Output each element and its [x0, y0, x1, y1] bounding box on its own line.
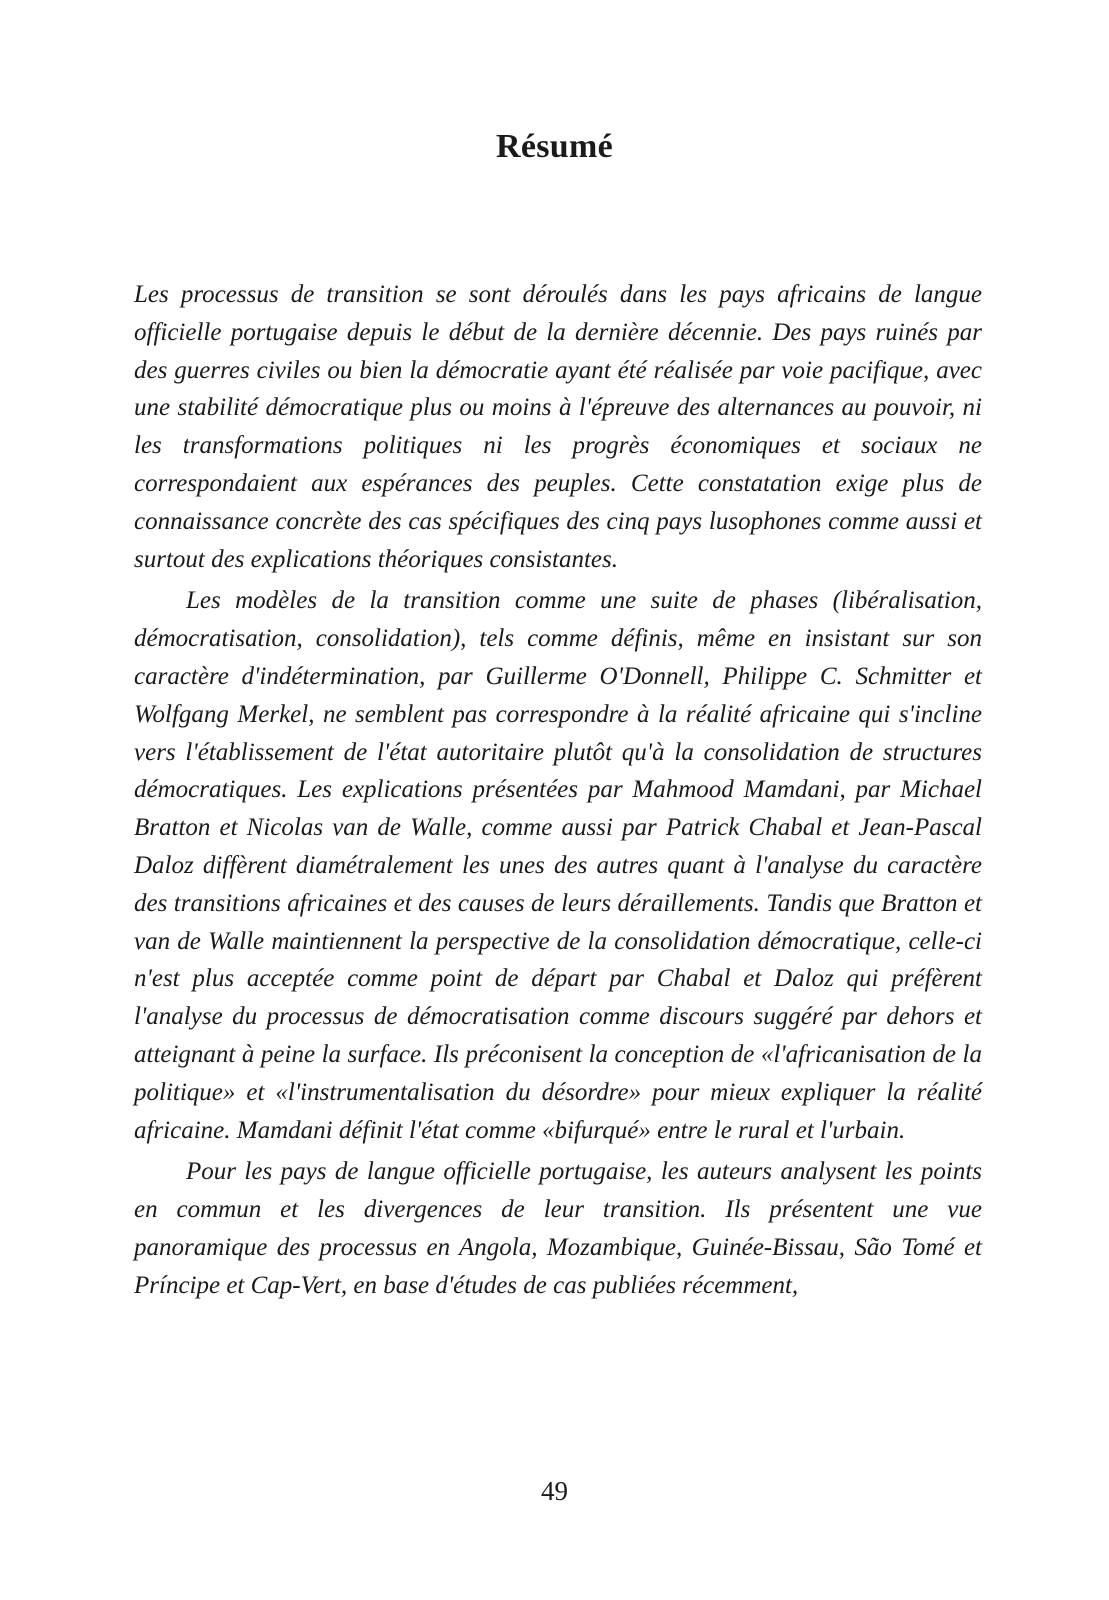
page-number: 49 — [541, 1476, 568, 1506]
paragraph-1: Les processus de transition se sont déroulés dans les pays africains de langue officielle portugaise depuis le début de la dernière décennie. Des pays ruinés par des guerres civiles ou bien la démocratie ayant été réalisée par voie pacifique, avec une stabilité démocratique plus ou moins à l'épreuve des alternances au pouvoir, ni les transformations politiques ni les progrès économiques et sociaux ne correspondaient aux espérances des peuples. Cette constatation exige plus de connaissance concrète des cas spécifiques des cinq pays lusophones comme aussi et surtout des explications théoriques consistantes. — [134, 281, 982, 573]
paragraph-2: Les modèles de la transition comme une suite de phases (libéralisation, démocratisation, consolidation), tels comme définis, même en insistant sur son caractère d'indétermination, par Guillerme O'Donnell, Philippe C. Schmitter et Wolfgang Merkel, ne semblent pas correspondre à la réalité africaine qui s'incline vers l'établissement de l'état autoritaire plutôt qu'à la consolidation de structures démocratiques. Les explications présentées par Mahmood Mamdani, par Michael Bratton et Nicolas van de Walle, comme aussi par Patrick Chabal et Jean-Pascal Daloz diffèrent diamétralement les unes des autres quant à l'analyse du caractère des transitions africaines et des causes de leurs déraillements. Tandis que Bratton et van de Walle maintiennent la perspective de la consolidation démocratique, celle-ci n'est plus acceptée comme point de départ par Chabal et Daloz qui préfèrent l'analyse du processus de démocratisation comme discours suggéré par dehors et atteignant à peine la surface. Ils préconisent la conception de «l'africanisation de la politique» et «l'instrumentalisation du désordre» pour mieux expliquer la réalité africaine. Mamdani définit l'état comme «bifurqué» entre le rural et l'urbain. — [134, 587, 982, 1144]
abstract-body — [134, 276, 982, 1305]
page-title: Résumé — [496, 128, 613, 165]
paragraph-3: Pour les pays de langue officielle portugaise, les auteurs analysent les points en commun et les divergences de leur transition. Ils présentent une vue panoramique des processus en Angola, Mozambique, Guinée-Bissau, São Tomé et Príncipe et Cap-Vert, en base d'études de cas publiées récemment, — [134, 1158, 982, 1299]
